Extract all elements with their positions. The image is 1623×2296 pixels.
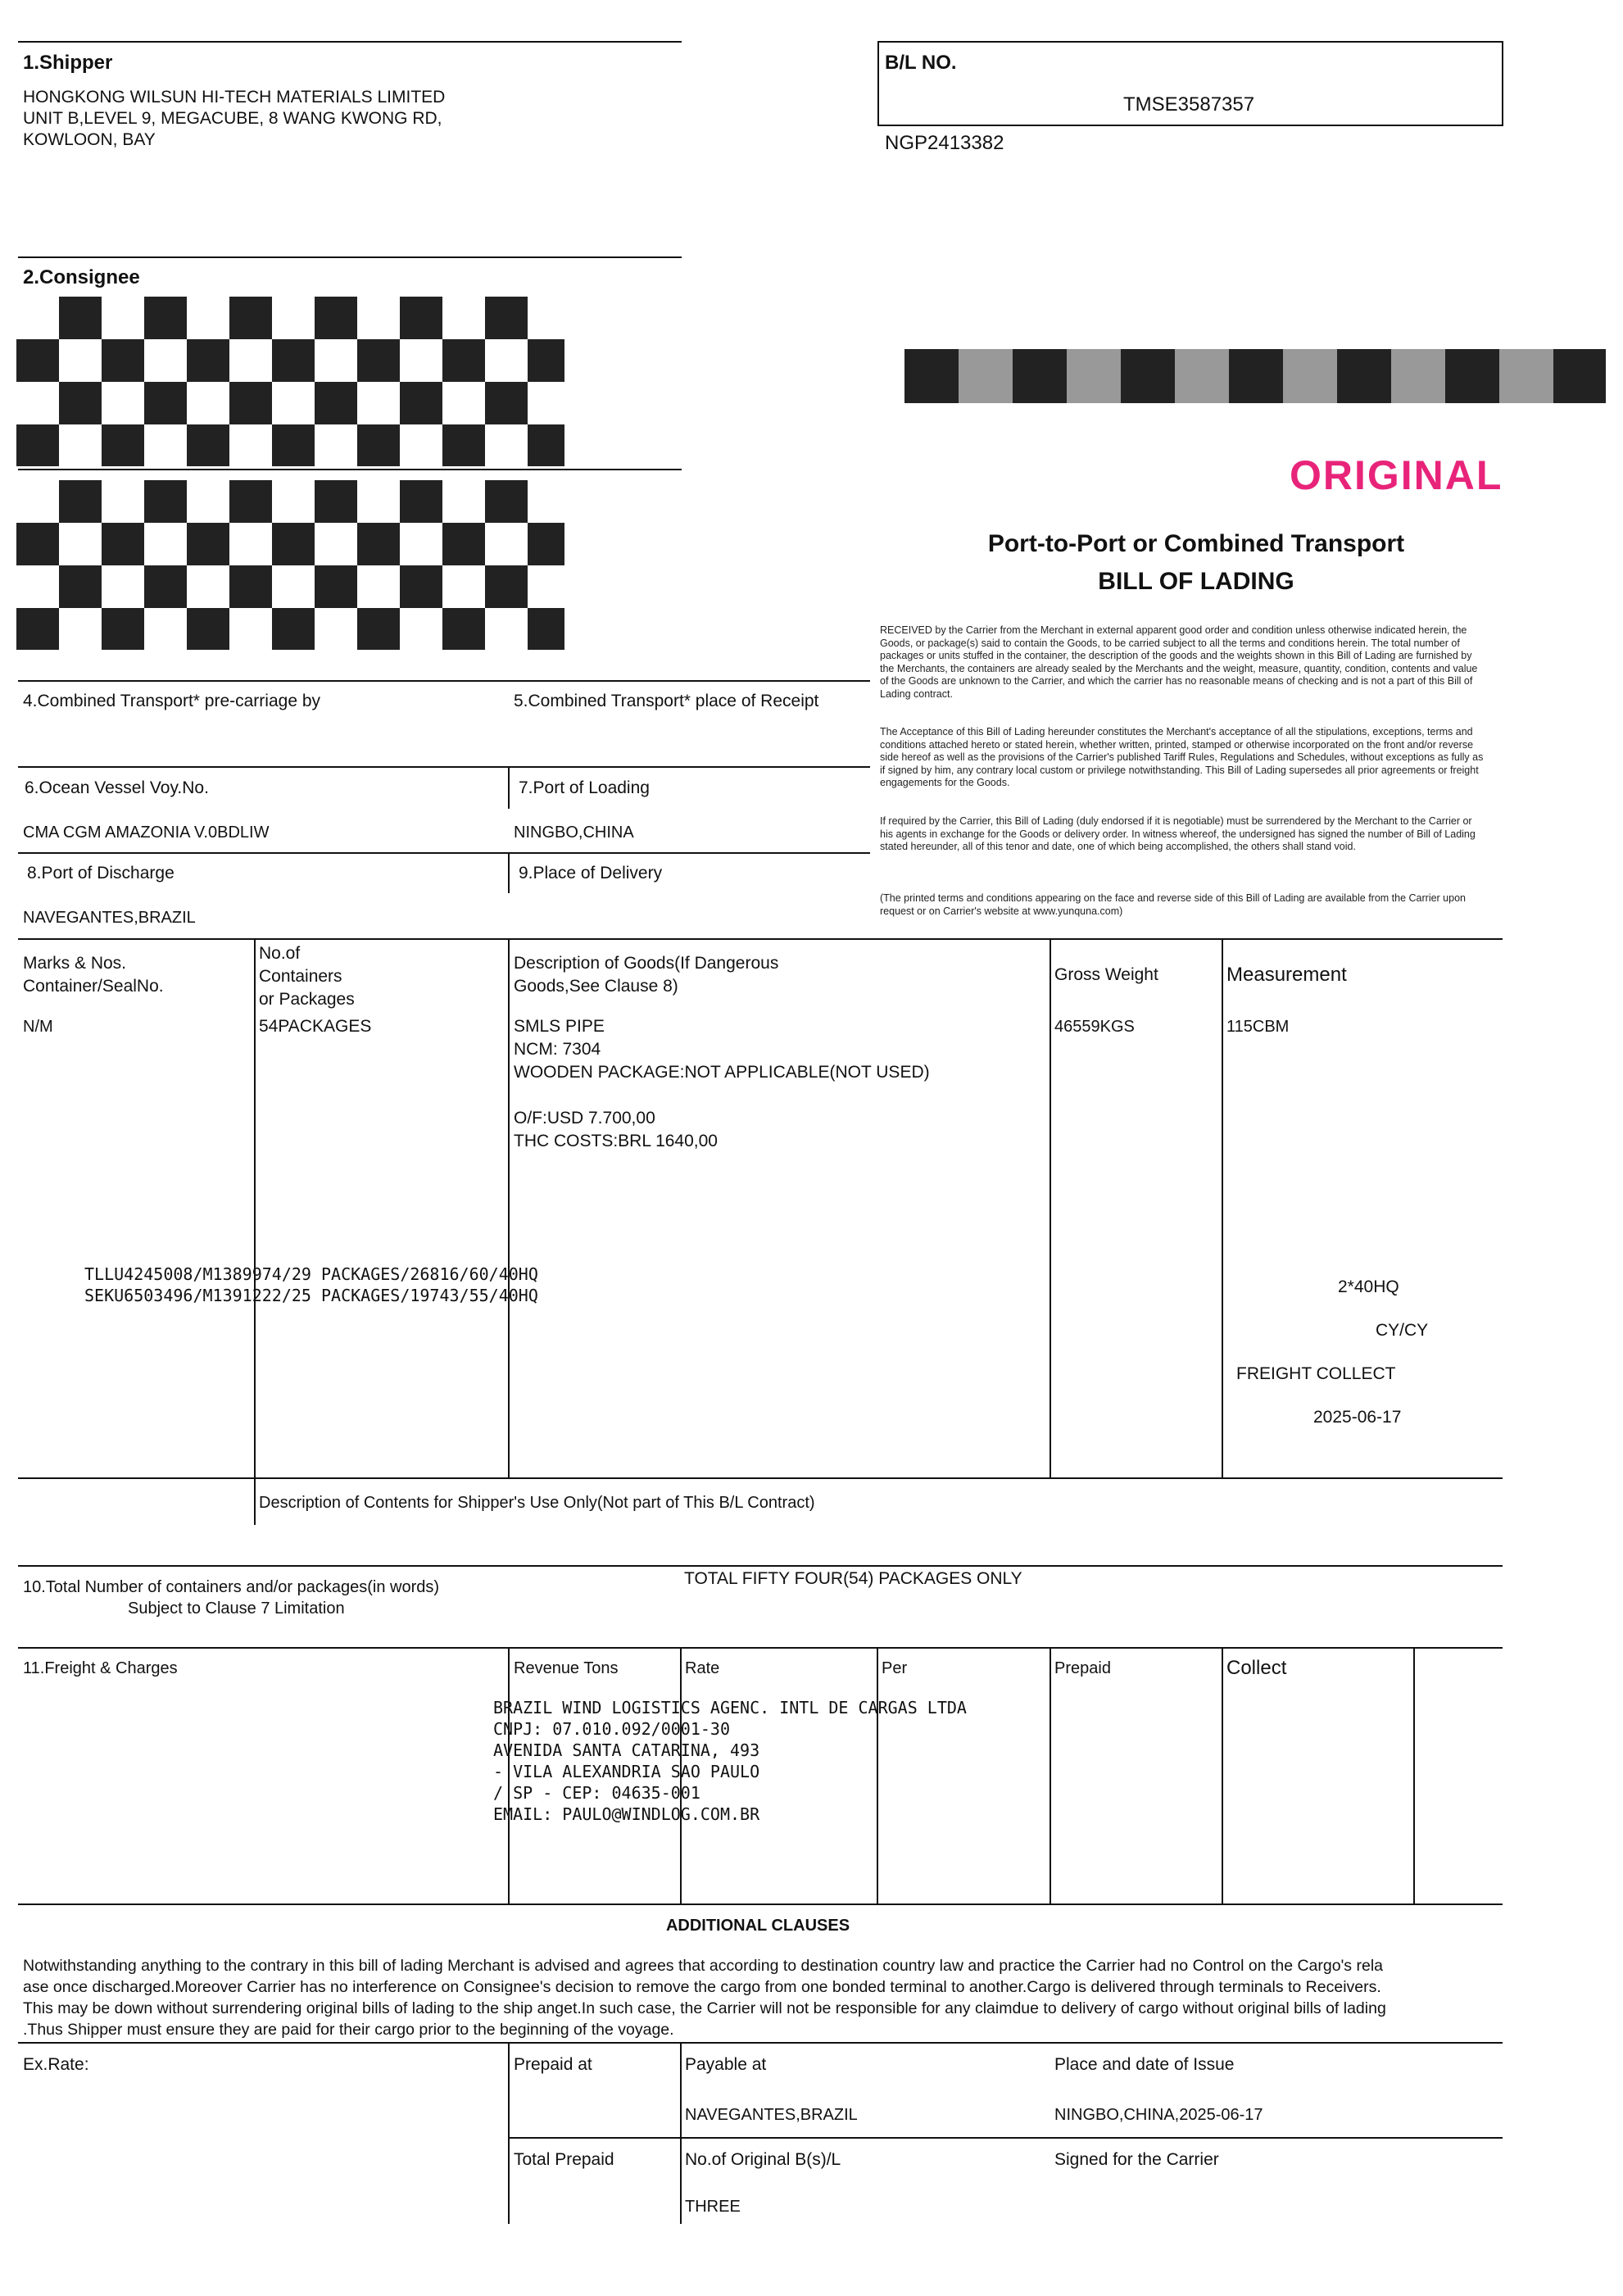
- measurement-header: Measurement: [1226, 964, 1347, 986]
- divider-routing: [508, 766, 510, 809]
- original-stamp: ORIGINAL: [1290, 452, 1503, 498]
- rule-vessel: [18, 766, 870, 768]
- port-of-discharge-label: 8.Port of Discharge: [27, 864, 175, 883]
- prepaid-at-label: Prepaid at: [514, 2055, 592, 2074]
- ocean-freight-line: O/F:USD 7.700,00: [514, 1109, 655, 1128]
- clause-line-3: This may be down without surrendering original bills of lading to the ship anget.In such case, the Carrier will not be responsible for any claimdue to delivery of cargo without original bills of lading: [23, 1999, 1386, 2017]
- rule-goods-top: [18, 938, 1503, 940]
- summary-equipment: 2*40HQ: [1338, 1277, 1399, 1296]
- clause-line-2: ase once discharged.Moreover Carrier has no interference on Consignee's decision to remove the cargo from one bonded terminal to another.Cargo is delivered through terminals to Receivers.: [23, 1978, 1381, 1996]
- terms-acceptance: The Acceptance of this Bill of Lading hereunder constitutes the Merchant's acceptance of all the stipulations, exceptions, terms and conditions attached hereto or stated herein, whether written, printed, stamped or otherwise incorporated on the front and/or reverse side hereof as well as the provisions of the Carrier's published Tariff Rules, Regulations and Schedules, without exceptions as fully as if signed by him, any contrary local custom or privilege notwithstanding. This Bill of Lading supersedes all prior agreements or freight engagements for the Goods.: [880, 726, 1484, 788]
- terms-surrender: If required by the Carrier, this Bill of Lading (duly endorsed if it is negotiable) must be surrendered by the Merchant to the Carrier or his agents in exchange for the Goods or delivery order. In witness whereof, the undersigned has signed the number of Bill of Lading stated hereunder, all of this tenor and date, one of which being accomplished, the others shall stand void.: [880, 815, 1476, 852]
- terms-received: RECEIVED by the Carrier from the Merchant in external apparent good order and condition unless otherwise indicated herein, the Goods, or package(s) said to contain the Goods, to be carried subject to all the terms and conditions herein. The total number of packages or units stuffed in the container, the description of the goods and the weights shown in this Bill of Lading are furnished by the Merchants, the containers are already sealed by the Merchants and the weight, measure, quantity, condition, contents and value of the Goods are unknown to the Carrier, and which the carrier has no reasonable means of checking and is not a part of this Bill of Lading contract.: [880, 624, 1478, 700]
- summary-freight: FREIGHT COLLECT: [1236, 1364, 1396, 1383]
- logo-redaction-strip: [904, 349, 1606, 403]
- revenue-tons-header: Revenue Tons: [514, 1659, 619, 1677]
- col-divider-measurement: [1222, 938, 1223, 1477]
- bl-number: TMSE3587357: [1123, 93, 1255, 116]
- rule-top: [18, 41, 682, 43]
- rule-routing-top: [18, 680, 870, 682]
- col-divider-end: [1413, 1647, 1415, 1904]
- rule-consignee: [18, 256, 682, 258]
- shipper-line-2: UNIT B,LEVEL 9, MEGACUBE, 8 WANG KWONG RD,: [23, 109, 442, 128]
- description-line-3: WOODEN PACKAGE:NOT APPLICABLE(NOT USED): [514, 1063, 930, 1082]
- shipper-use-note: Description of Contents for Shipper's Use Only(Not part of This B/L Contract): [259, 1494, 815, 1512]
- marks-value: N/M: [23, 1018, 53, 1036]
- ocean-vessel-label: 6.Ocean Vessel Voy.No.: [25, 778, 209, 797]
- port-of-loading-label: 7.Port of Loading: [519, 778, 650, 797]
- terms-availability: (The printed terms and conditions appearing on the face and reverse side of this Bill of Lading are available from the Carrier upon request or on Carrier's website at www.yunquna.com): [880, 892, 1466, 917]
- consignee-redaction: [16, 297, 564, 466]
- description-line-1: SMLS PIPE: [514, 1017, 605, 1036]
- divider-discharge: [508, 852, 510, 893]
- collect-header: Collect: [1226, 1657, 1287, 1679]
- col-divider-prepaid: [1050, 1647, 1051, 1904]
- ocean-vessel-value: CMA CGM AMAZONIA V.0BDLIW: [23, 824, 270, 842]
- rule-footer-top: [18, 2042, 1503, 2044]
- place-date-issue-label: Place and date of Issue: [1054, 2055, 1235, 2074]
- description-line-2: NCM: 7304: [514, 1040, 601, 1059]
- rule-goods-bottom: [18, 1477, 1503, 1479]
- agent-line-1: BRAZIL WIND LOGISTICS AGENC. INTL DE CARGAS LTDA: [493, 1698, 967, 1717]
- place-date-issue-value: NINGBO,CHINA,2025-06-17: [1054, 2106, 1263, 2124]
- rule-clauses: [18, 1904, 1503, 1905]
- rule-discharge: [18, 852, 870, 854]
- total-packages-words: TOTAL FIFTY FOUR(54) PACKAGES ONLY: [684, 1569, 1022, 1588]
- port-of-discharge-value: NAVEGANTES,BRAZIL: [23, 909, 196, 927]
- port-of-loading-value: NINGBO,CHINA: [514, 824, 634, 842]
- containers-header-3: or Packages: [259, 990, 355, 1009]
- rule-charges-top: [18, 1647, 1503, 1649]
- additional-clauses-title: ADDITIONAL CLAUSES: [665, 1917, 850, 1935]
- shipper-line-1: HONGKONG WILSUN HI-TECH MATERIALS LIMITED: [23, 88, 446, 107]
- notify-party-redaction: [16, 480, 564, 650]
- original-bls-label: No.of Original B(s)/L: [685, 2150, 841, 2169]
- packages-value: 54PACKAGES: [259, 1017, 372, 1036]
- gross-weight-header: Gross Weight: [1054, 965, 1158, 984]
- marks-header-2: Container/SealNo.: [23, 977, 164, 996]
- document-title-line-2: BILL OF LADING: [1098, 568, 1294, 595]
- place-of-delivery-label: 9.Place of Delivery: [519, 864, 663, 883]
- containers-header-1: No.of: [259, 944, 301, 963]
- freight-charges-label: 11.Freight & Charges: [23, 1659, 178, 1677]
- rule-footer-mid: [508, 2137, 1503, 2139]
- prepaid-header: Prepaid: [1054, 1659, 1111, 1677]
- rule-totals: [18, 1565, 1503, 1567]
- agent-line-6: EMAIL: PAULO@WINDLOG.COM.BR: [493, 1804, 760, 1824]
- exchange-rate-label: Ex.Rate:: [23, 2055, 89, 2074]
- col-divider-containers: [254, 938, 256, 1525]
- col-divider-description: [508, 938, 510, 1477]
- clause-line-4: .Thus Shipper must ensure they are paid for their cargo prior to the beginning of the voyage.: [23, 2021, 674, 2039]
- rule-notify: [18, 469, 682, 470]
- pre-carriage-label: 4.Combined Transport* pre-carriage by: [23, 692, 321, 710]
- summary-date: 2025-06-17: [1313, 1408, 1402, 1427]
- gross-weight-value: 46559KGS: [1054, 1018, 1135, 1036]
- thc-costs-line: THC COSTS:BRL 1640,00: [514, 1132, 718, 1150]
- total-prepaid-label: Total Prepaid: [514, 2150, 614, 2169]
- total-packages-label-2: Subject to Clause 7 Limitation: [128, 1599, 345, 1618]
- signed-for-carrier-label: Signed for the Carrier: [1054, 2150, 1219, 2169]
- bl-reference: NGP2413382: [885, 132, 1004, 154]
- containers-header-2: Containers: [259, 967, 342, 986]
- col-divider-gross: [1050, 938, 1051, 1477]
- shipper-label: 1.Shipper: [23, 52, 113, 74]
- rate-header: Rate: [685, 1659, 720, 1677]
- description-header-2: Goods,See Clause 8): [514, 977, 678, 996]
- payable-at-label: Payable at: [685, 2055, 767, 2074]
- shipper-line-3: KOWLOON, BAY: [23, 130, 156, 149]
- footer-divider-payable: [680, 2042, 682, 2224]
- bl-number-label: B/L NO.: [885, 52, 957, 74]
- container-line-2: SEKU6503496/M1391222/25 PACKAGES/19743/55/40HQ: [84, 1286, 538, 1305]
- container-line-1: TLLU4245008/M1389974/29 PACKAGES/26816/60/40HQ: [84, 1264, 538, 1284]
- total-packages-label-1: 10.Total Number of containers and/or packages(in words): [23, 1578, 440, 1596]
- document-title-line-1: Port-to-Port or Combined Transport: [987, 530, 1405, 557]
- agent-line-5: / SP - CEP: 04635-001: [493, 1783, 700, 1803]
- agent-line-4: - VILA ALEXANDRIA SAO PAULO: [493, 1762, 760, 1781]
- col-divider-per: [877, 1647, 878, 1904]
- clause-line-1: Notwithstanding anything to the contrary in this bill of lading Merchant is advised and agrees that according to destination country law and practice the Carrier had no Control on the Cargo's rela: [23, 1957, 1383, 1975]
- description-header-1: Description of Goods(If Dangerous: [514, 954, 779, 973]
- place-of-receipt-label: 5.Combined Transport* place of Receipt: [514, 692, 819, 710]
- agent-line-3: AVENIDA SANTA CATARINA, 493: [493, 1740, 760, 1760]
- measurement-value: 115CBM: [1226, 1018, 1290, 1036]
- per-header: Per: [882, 1659, 908, 1677]
- col-divider-collect: [1222, 1647, 1223, 1904]
- summary-terms: CY/CY: [1376, 1321, 1429, 1340]
- payable-at-value: NAVEGANTES,BRAZIL: [685, 2106, 858, 2124]
- consignee-label: 2.Consignee: [23, 266, 140, 288]
- footer-divider-prepaid: [508, 2042, 510, 2224]
- original-bls-value: THREE: [685, 2198, 741, 2216]
- agent-line-2: CNPJ: 07.010.092/0001-30: [493, 1719, 730, 1739]
- marks-header-1: Marks & Nos.: [23, 954, 127, 973]
